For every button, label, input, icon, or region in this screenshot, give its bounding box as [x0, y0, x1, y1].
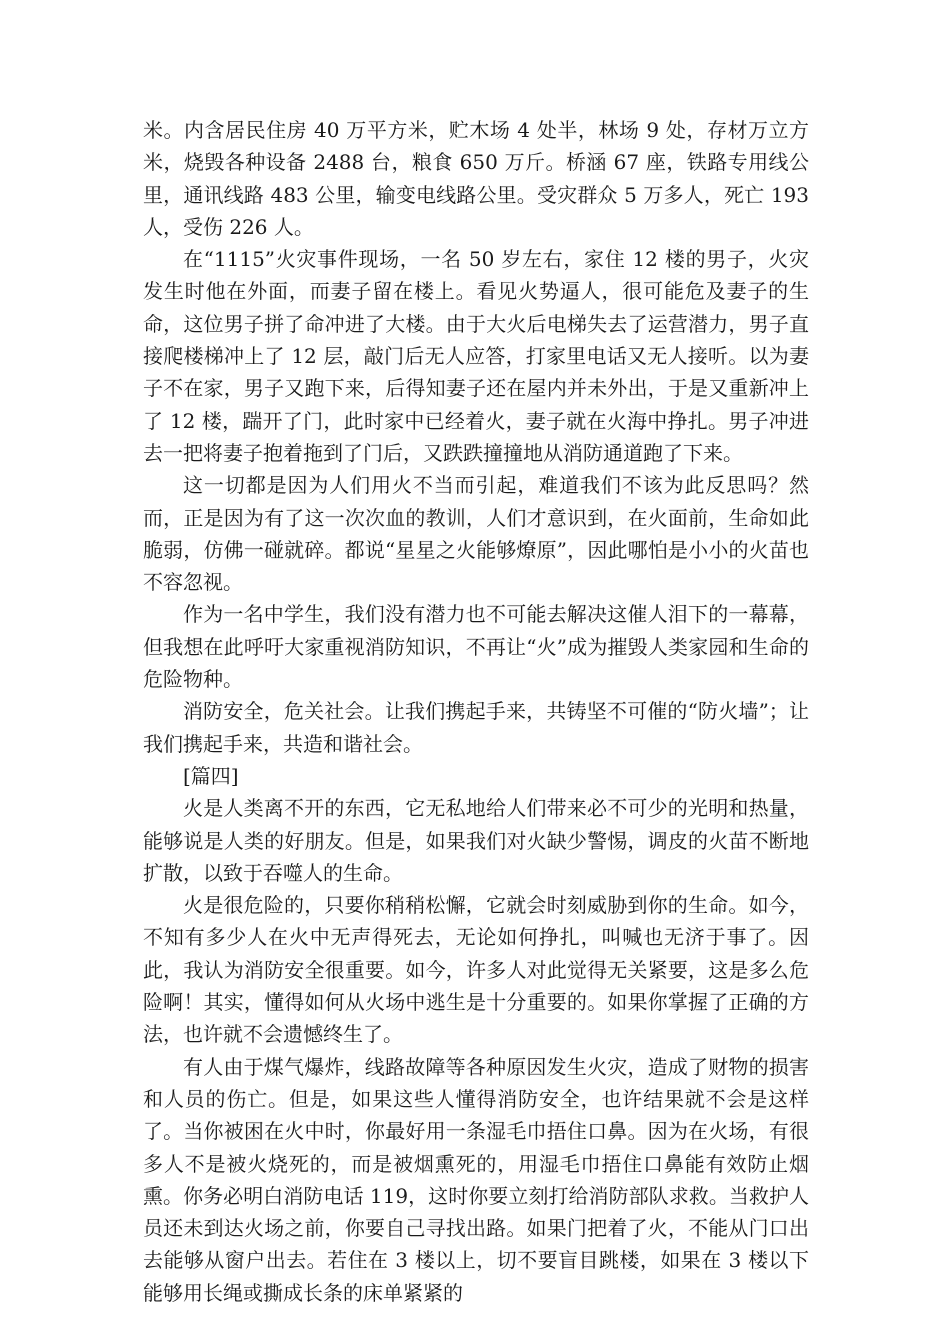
- document-body: [143, 114, 809, 1309]
- paragraph: 火是人类离不开的东西，它无私地给人们带来必不可少的光明和热量，能够说是人类的好朋友。但是，如果我们对火缺少警惕，调皮的火苗不断地扩散，以致于吞噬人的生命。: [143, 796, 809, 885]
- paragraph: 消防安全，危关社会。让我们携起手来，共铸坚不可催的“防火墙”；让我们携起手来，共造和谐社会。: [143, 699, 809, 756]
- paragraph: 这一切都是因为人们用火不当而引起，难道我们不该为此反思吗？然而，正是因为有了这一次次血的教训，人们才意识到，在火面前，生命如此脆弱，仿佛一碰就碎。都说“星星之火能够燎原”，因此哪怕是小小的火苗也不容忽视。: [143, 473, 809, 595]
- paragraph: 在“1115”火灾事件现场，一名 50 岁左右，家住 12 楼的男子，火灾发生时他在外面，而妻子留在楼上。看见火势逼人，很可能危及妻子的生命，这位男子拼了命冲进了大楼。由于大火后电梯失去了运营潜力，男子直接爬楼梯冲上了 12 层，敲门后无人应答，打家里电话又无人接听。以为妻子不在家，男子又跑下来，后得知妻子还在屋内并未外出，于是又重新冲上了 12 楼，踹开了门，此时家中已经着火，妻子就在火海中挣扎。男子冲进去一把将妻子抱着拖到了门后，又跌跌撞撞地从消防通道跑了下来。: [143, 247, 809, 465]
- paragraph: 有人由于煤气爆炸，线路故障等各种原因发生火灾，造成了财物的损害和人员的伤亡。但是，如果这些人懂得消防安全，也许结果就不会是这样了。当你被困在火中时，你最好用一条湿毛巾捂住口鼻。因为在火场，有很多人不是被火烧死的，而是被烟熏死的，用湿毛巾捂住口鼻能有效防止烟熏。你务必明白消防电话 119，这时你要立刻打给消防部队求救。当救护人员还未到达火场之前，你要自己寻找出路。如果门把着了火，不能从门口出去能够从窗户出去。若住在 3 楼以上，切不要盲目跳楼，如果在 3 楼以下能够用长绳或撕成长条的床单紧紧的: [143, 1054, 809, 1305]
- paragraph: 火是很危险的，只要你稍稍松懈，它就会时刻威胁到你的生命。如今，不知有多少人在火中无声得死去，无论如何挣扎，叫喊也无济于事了。因此，我认为消防安全很重要。如今，许多人对此觉得无关紧要，这是多么危险啊！其实，懂得如何从火场中逃生是十分重要的。如果你掌握了正确的方法，也许就不会遗憾终生了。: [143, 893, 809, 1047]
- paragraph-continuation: 米。内含居民住房 40 万平方米，贮木场 4 处半，林场 9 处，存材万立方米，烧毁各种设备 2488 台，粮食 650 万斤。桥涵 67 座，铁路专用线公里，通讯线路 483 公里，输变电线路公里。受灾群众 5 万多人，死亡 193 人，受伤 226 人。: [143, 118, 809, 239]
- paragraph: 作为一名中学生，我们没有潜力也不可能去解决这催人泪下的一幕幕，但我想在此呼吁大家重视消防知识，不再让“火”成为摧毁人类家园和生命的危险物种。: [143, 602, 809, 692]
- section-heading: [篇四]: [183, 763, 239, 788]
